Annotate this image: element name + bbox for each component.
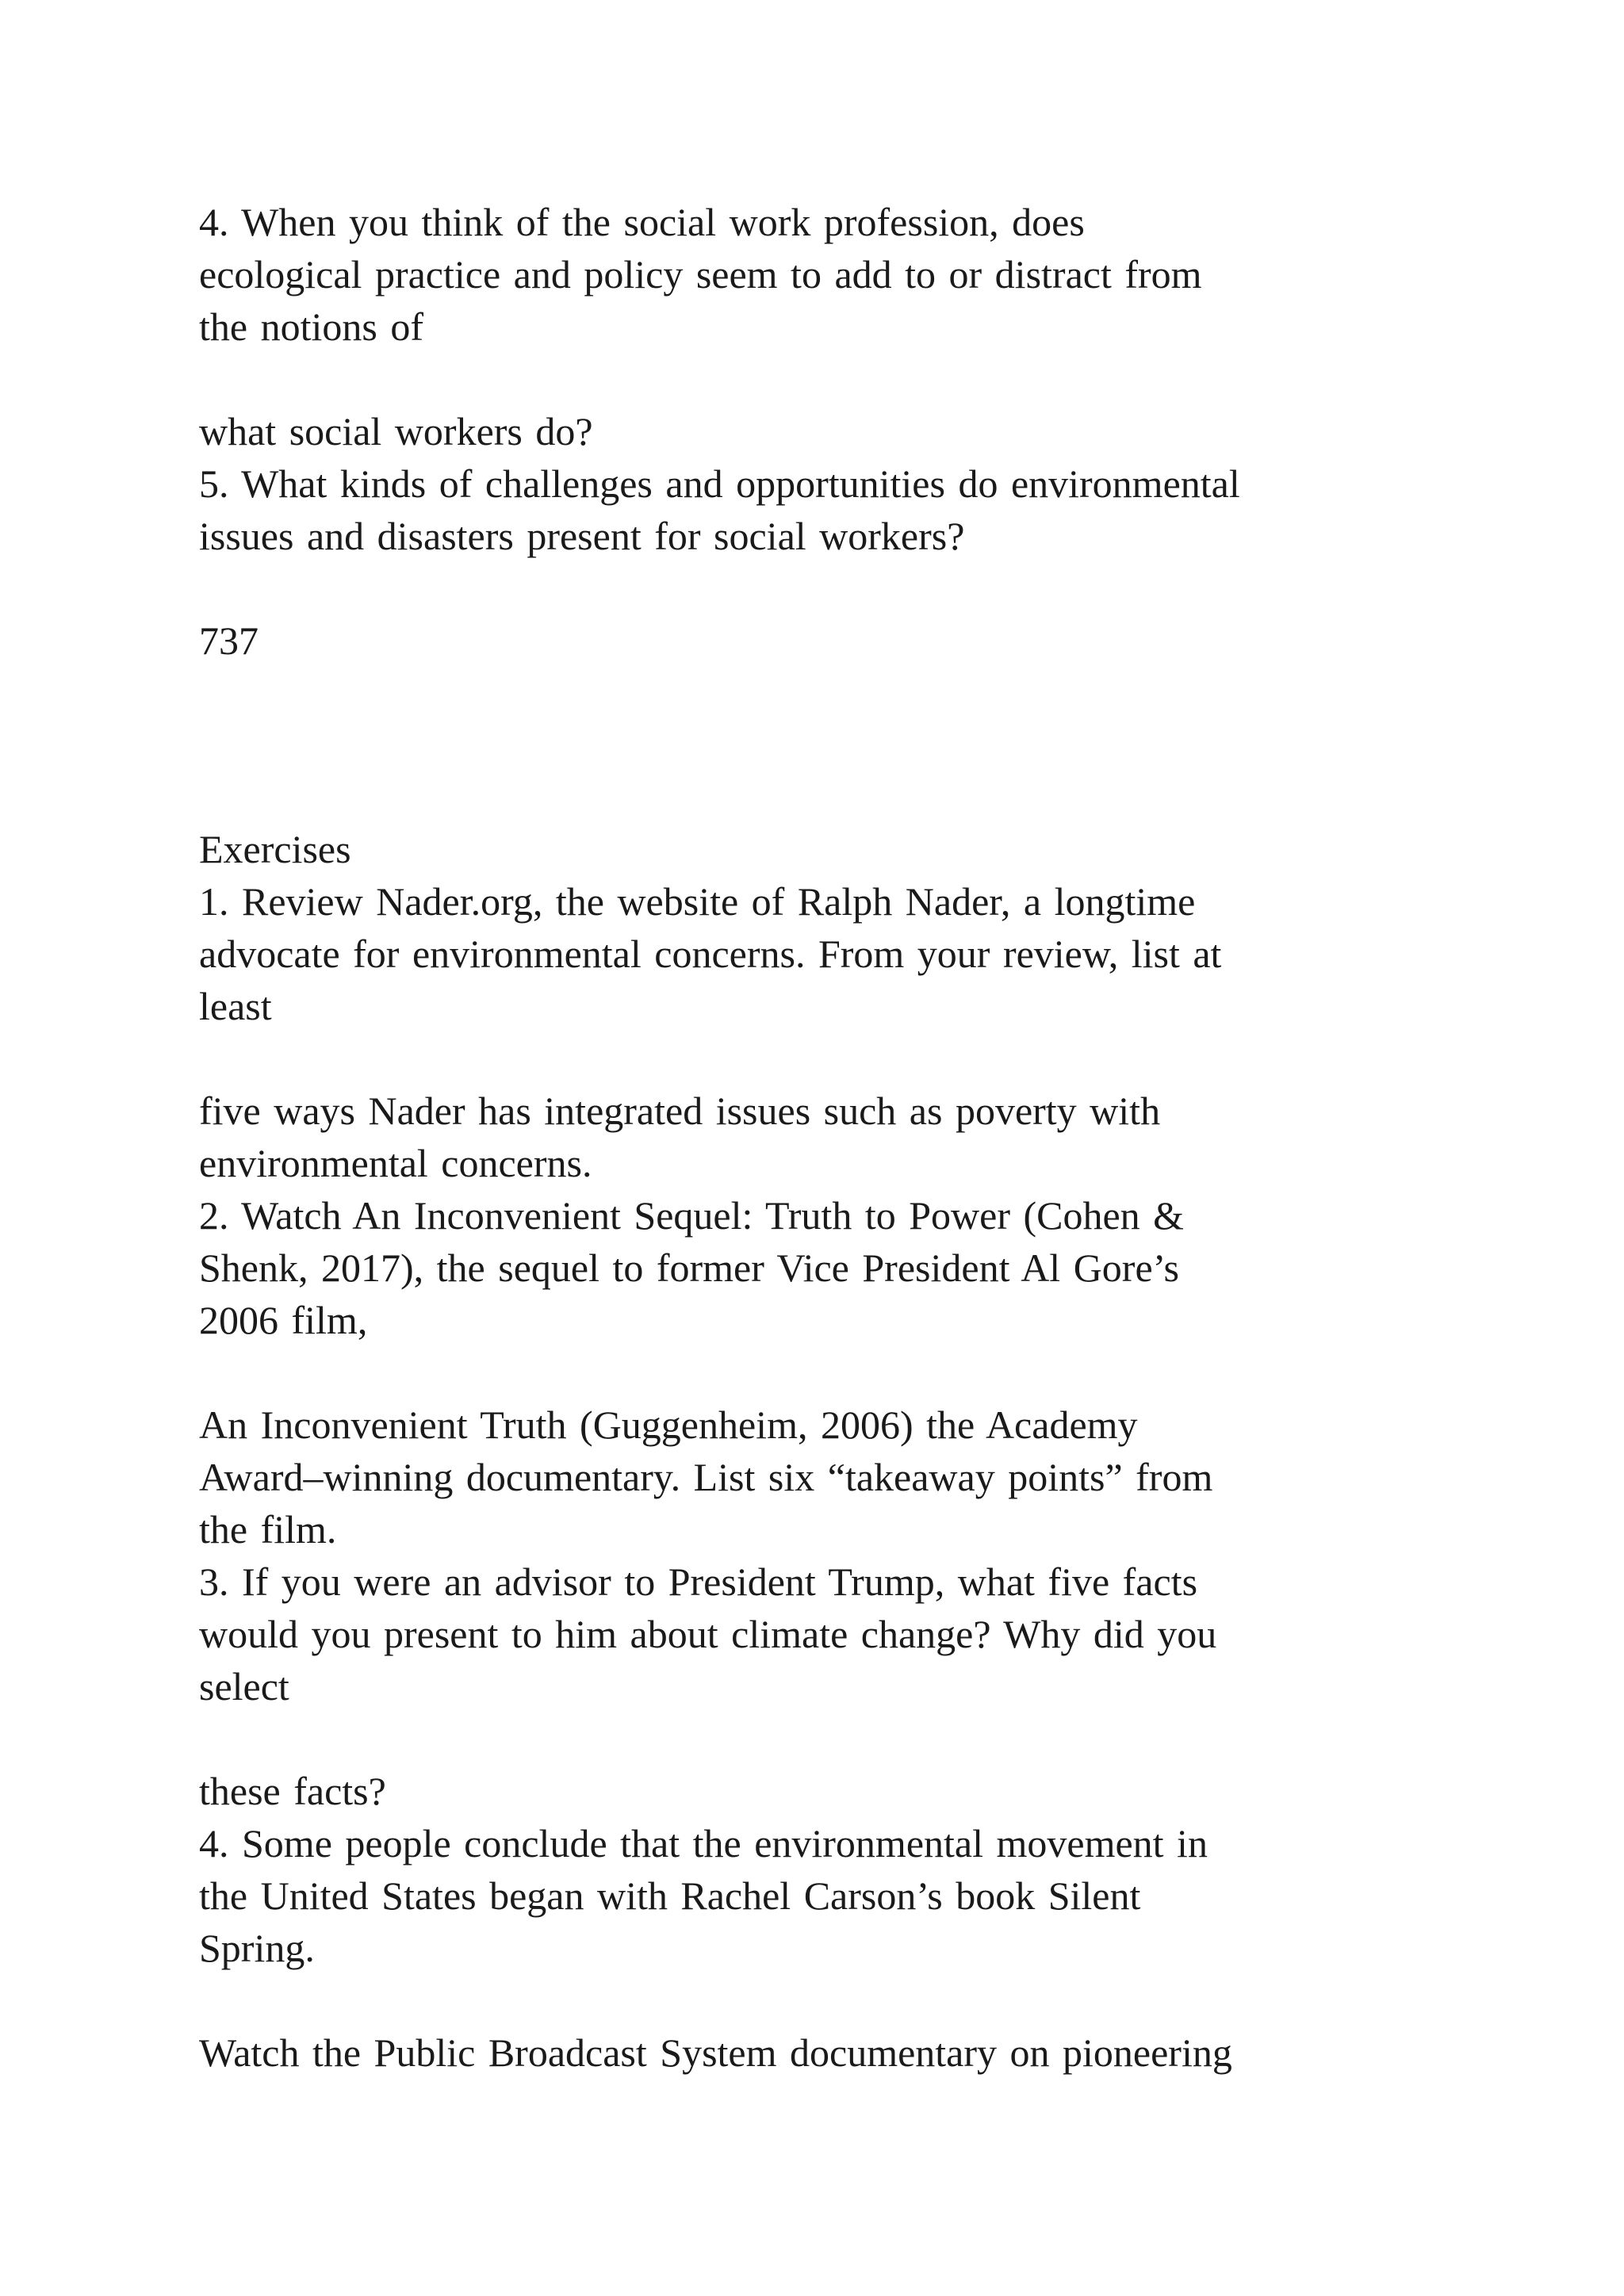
section-heading: Exercises [199,827,351,871]
text-line: Watch the Public Broadcast System documentary on pioneering [199,2030,1232,2075]
text-line: 1. Review Nader.org, the website of Ralph Nader, a longtime [199,879,1196,924]
text-line: would you present to him about climate change? Why did you [199,1612,1217,1656]
page-number: 737 [199,618,259,663]
text-line: select [199,1664,289,1709]
text-line: 4. When you think of the social work profession, does [199,200,1085,244]
text-line: advocate for environmental concerns. From your review, list at [199,932,1222,976]
text-line: the United States began with Rachel Carson’s book Silent [199,1873,1141,1918]
text-line: 3. If you were an advisor to President Trump, what five facts [199,1559,1198,1604]
text-line: the notions of [199,304,423,349]
text-line: 2006 film, [199,1298,368,1342]
text-line: An Inconvenient Truth (Guggenheim, 2006) the Academy [199,1402,1138,1447]
text-line: ecological practice and policy seem to add to or distract from [199,252,1202,297]
text-line: environmental concerns. [199,1141,592,1185]
text-line: issues and disasters present for social workers? [199,514,965,558]
text-line: 5. What kinds of challenges and opportunities do environmental [199,461,1240,506]
text-line: Award–winning documentary. List six “takeaway points” from [199,1455,1213,1499]
text-line: 2. Watch An Inconvenient Sequel: Truth to Power (Cohen & [199,1193,1185,1238]
text-line: five ways Nader has integrated issues such as poverty with [199,1089,1161,1133]
text-line: the film. [199,1507,337,1552]
text-line: 4. Some people conclude that the environmental movement in [199,1821,1208,1866]
text-line: Shenk, 2017), the sequel to former Vice President Al Gore’s [199,1246,1179,1290]
text-line: these facts? [199,1769,386,1813]
text-line: what social workers do? [199,409,593,453]
text-line: least [199,984,272,1028]
text-line: Spring. [199,1926,315,1970]
